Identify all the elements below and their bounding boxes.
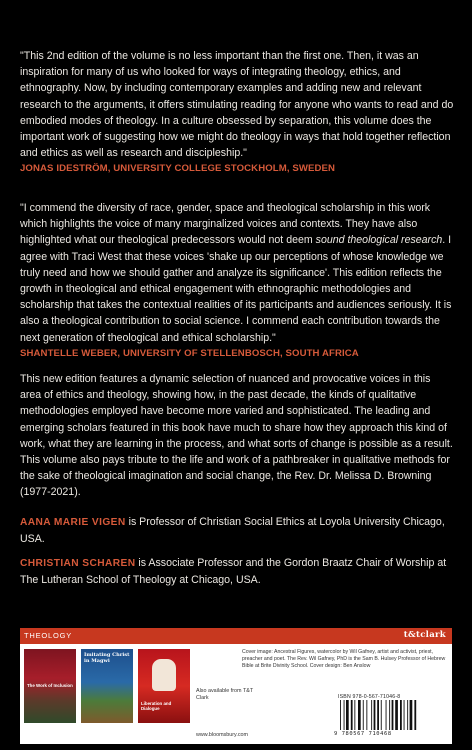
isbn-label: ISBN 978-0-567-71046-8: [338, 694, 401, 700]
related-book-cover-1: [24, 649, 76, 723]
publisher-website: www.bloomsbury.com: [196, 732, 249, 738]
quote-1-text: "This 2nd edition of the volume is no less important than the first one. Then, it was an inspiration for many of us who looked for ways of integrating theology, ethics, and ethnography. Now, by including contemporary examples and adding new and relevant research to the arguments, it offers stimulating reading for anyone who wants to read and do embodied modes of theology. In a culture obsessed by separation, this volume does the important work of suggesting how we might do theology in ways that hold together reflection and ethics as well as research and discipleship.": [20, 50, 454, 160]
related-book-cover-3: [138, 649, 190, 723]
barcode-icon: [340, 700, 440, 730]
quote-1-attribution: JONAS IDESTRÖM, UNIVERSITY COLLEGE STOCKHOLM, SWEDEN: [20, 163, 336, 175]
endorsement-quote-1: [20, 48, 454, 178]
related-book-cover-2: [81, 649, 133, 723]
related-book-1-title: The Work of Inclusion: [27, 683, 73, 688]
editor-2-text: is Associate Professor and the Gordon Braatz Chair of Worship at The Lutheran School of Theology at Chicago, USA.: [20, 557, 447, 587]
quote-2-italic-phrase: sound theological research: [315, 234, 443, 247]
editor-bio-2: [20, 555, 454, 588]
editor-1-text: is Professor of Christian Social Ethics at Loyola University Chicago, USA.: [20, 516, 445, 546]
category-bar: [20, 628, 452, 644]
book-description: This new edition features a dynamic selection of nuanced and provocative voices in this area of ethics and theology, showing how, in the past decade, the kinds of qualitative methodologies employed have become more varied and sophisticated. The leading and emerging scholars featured in this book have much to share how they approach this kind of work, what they are learning in the process, and what sorts of change is possible as a result. This volume also pays tribute to the life and work of a pathbreaker in qualitative methods for the sake of theological imagination and social change, the Rev. Dr. Melissa D. Browning (1977-2021).: [20, 373, 453, 499]
publisher-logo: t&tclark: [403, 630, 446, 640]
also-available-label: Also available from T&T Clark: [196, 688, 254, 701]
raised-fist-icon: [152, 659, 176, 691]
quote-2-attribution: SHANTELLE WEBER, UNIVERSITY OF STELLENBOSCH, SOUTH AFRICA: [20, 347, 359, 359]
back-cover-footer: [20, 628, 452, 744]
cover-credit: Cover image: Ancestral Figures, watercolor by Wil Gafney, artist and activist, priest, preacher and poet. The Rev. Wil Gafney, PhD is the Sam B. Hulsey Professor of Hebrew Bible at Brite Divinity School. Cover design: Ben Anslow: [242, 649, 446, 669]
endorsement-quote-2: [20, 200, 454, 362]
related-book-3-title: Liberation and Dialogue: [141, 701, 172, 712]
barcode-digits: 9 780567 710468: [334, 731, 392, 737]
related-book-2-title: Imitating Christ in Magwi: [84, 652, 130, 664]
quote-2-text-b: . I agree with Traci West that these voices 'shake up our perceptions of whose knowledge we truly need and how we should gather and analyze its significance'. This edition reflects the growth in theological and ethical engagement with ethnographic methodologies and scholarship that takes the contextual realities of its participants and audiences seriously. It is also a theological contribution to social science. I commend each contribution towards the next generation of theological and ethical scholarship.": [20, 234, 452, 344]
editor-1-name: AANA MARIE VIGEN: [20, 517, 126, 528]
editor-bio-1: [20, 514, 454, 547]
editor-2-name: CHRISTIAN SCHAREN: [20, 558, 136, 569]
quote-2-text-a: "I commend the diversity of race, gender, space and theological scholarship in this work which highlights the voice of many marginalized voices and contexts. They have also highlighted what our theological predecessors would not deem: [20, 202, 431, 247]
category-label: THEOLOGY: [24, 631, 73, 640]
